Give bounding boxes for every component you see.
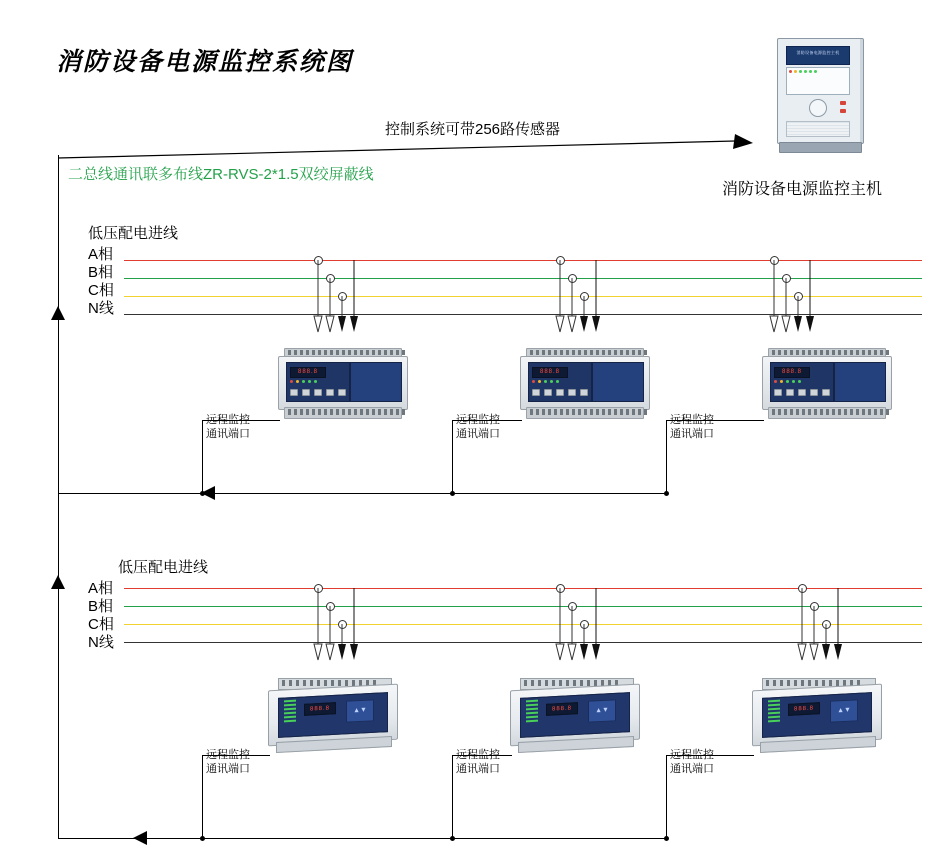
host-led-1: [789, 70, 792, 73]
device-l1-keypad: [346, 699, 374, 722]
device-l3-port-label: [670, 748, 714, 776]
device-u3-led-row: [774, 380, 801, 383]
device-l1-comm-drop: [202, 755, 203, 839]
device-l3-display-text: 888.8: [793, 705, 814, 713]
device-l2-port-line1: 远程监控: [456, 749, 500, 761]
device-l2-comm-drop: [452, 755, 453, 839]
device-u3-top-terminals: [772, 350, 889, 355]
device-l1-port-line1: 远程监控: [206, 749, 250, 761]
device-u1-display: [290, 367, 326, 378]
bus-return-middle: [58, 493, 668, 494]
group-upper-phase-n-label: N线: [88, 300, 114, 317]
device-u1-port-line1: 远程监控: [206, 414, 250, 426]
group-upper-incoming-label: 低压配电进线: [88, 225, 179, 242]
device-l3-status-leds: [768, 700, 780, 723]
device-u1-comm-drop: [202, 420, 203, 494]
device-u2-port-line2: 通讯端口: [456, 428, 500, 440]
device-u1-port-line2: 通讯端口: [206, 428, 250, 440]
host-led-3: [799, 70, 802, 73]
host-caption: 消防设备电源监控主机: [722, 181, 883, 198]
group-lower-d3-drops: [789, 586, 851, 678]
host-led-2: [794, 70, 797, 73]
device-l2-port-label: [456, 748, 500, 776]
group-lower-phase-b-label: B相: [88, 598, 114, 615]
host-led-row: [789, 70, 817, 73]
host-led-5: [809, 70, 812, 73]
bus-arrow-up-1: [51, 306, 65, 320]
device-l3-keypad: [830, 699, 858, 722]
group-lower-d1-drops: [305, 586, 367, 678]
host-screen-text: 消防设备电源监控主机: [796, 50, 840, 55]
device-u1-bus-node: [200, 491, 205, 496]
device-u3-face-right: [834, 362, 886, 402]
device-l3-port-line1: 远程监控: [670, 749, 714, 761]
device-u2-led-row: [532, 380, 559, 383]
group-lower-phase-c-label: C相: [88, 616, 114, 633]
group-upper-phase-b-label: B相: [88, 264, 114, 281]
page-title: 消防设备电源监控系统图: [56, 48, 354, 76]
group-upper-d3-drops: [761, 258, 823, 350]
device-u2-display: [532, 367, 568, 378]
device-u1-display-text: 888.8: [297, 369, 318, 375]
device-u2-display-text: 888.8: [539, 369, 560, 375]
device-l1-display: [304, 702, 336, 716]
device-l2-keypad: [588, 699, 616, 722]
group-lower-phase-n-label: N线: [88, 634, 114, 651]
device-l2-bus-node: [450, 836, 455, 841]
host-button-2: [840, 109, 846, 113]
host-led-6: [814, 70, 817, 73]
device-u3-display: [774, 367, 810, 378]
device-u3-display-text: 888.8: [781, 369, 802, 375]
device-l3: [752, 678, 880, 752]
bus-arrow-up-2: [51, 575, 65, 589]
group-upper-phase-a-label: A相: [88, 246, 114, 263]
device-l3-display: [788, 702, 820, 716]
device-u3-bottom-terminals: [772, 409, 889, 415]
host-screen: [786, 46, 850, 65]
device-u3: [762, 348, 890, 420]
device-u1-button-row: [290, 389, 346, 396]
device-l2-status-leds: [526, 700, 538, 723]
group-lower-d2-drops: [547, 586, 609, 678]
group-upper-phase-c-label: C相: [88, 282, 114, 299]
device-u1-top-terminals: [288, 350, 405, 355]
device-u2-button-row: [532, 389, 588, 396]
device-u2-bottom-terminals: [530, 409, 647, 415]
host-knob: [809, 99, 827, 117]
device-u1-bottom-terminals: [288, 409, 405, 415]
device-l3-keypad-text: ▲▼: [837, 706, 851, 715]
device-u2-port-label: [456, 413, 500, 441]
group-upper-d1-drops: [305, 258, 367, 350]
main-bus-vertical: [58, 155, 59, 838]
device-l1-port-line2: 通讯端口: [206, 763, 250, 775]
device-l1-keypad-text: ▲▼: [353, 706, 367, 715]
device-u3-port-line1: 远程监控: [670, 414, 714, 426]
bus-cable-note: 二总线通讯联多布线ZR-RVS-2*1.5双绞屏蔽线: [68, 166, 374, 183]
device-l1-port-label: [206, 748, 250, 776]
host-button-1: [840, 101, 846, 105]
device-l3-bus-node: [664, 836, 669, 841]
device-l1-display-text: 888.8: [309, 705, 330, 713]
device-u2-top-terminals: [530, 350, 647, 355]
device-l2: [510, 678, 638, 752]
device-u1-face-right: [350, 362, 402, 402]
group-lower-incoming-label: 低压配电进线: [118, 559, 209, 576]
bus-arrow-left-bottom: [133, 831, 147, 845]
device-l3-comm-drop: [666, 755, 667, 839]
device-u3-comm-drop: [666, 420, 667, 494]
device-u2-port-line1: 远程监控: [456, 414, 500, 426]
device-u3-port-label: [670, 413, 714, 441]
device-l2-keypad-text: ▲▼: [595, 706, 609, 715]
device-l2-port-line2: 通讯端口: [456, 763, 500, 775]
device-u2-comm-drop: [452, 420, 453, 494]
device-l2-display-text: 888.8: [551, 705, 572, 713]
device-u3-port-line2: 通讯端口: [670, 428, 714, 440]
device-l3-port-line2: 通讯端口: [670, 763, 714, 775]
device-l1-bus-node: [200, 836, 205, 841]
device-l1-status-leds: [284, 700, 296, 723]
capacity-note: 控制系统可带256路传感器: [385, 121, 561, 138]
host-led-4: [804, 70, 807, 73]
bus-return-bottom: [58, 838, 668, 839]
group-lower-phase-a-label: A相: [88, 580, 114, 597]
device-u3-bus-node: [664, 491, 669, 496]
device-u3-button-row: [774, 389, 830, 396]
device-u2-bus-node: [450, 491, 455, 496]
device-u2-face-right: [592, 362, 644, 402]
device-u2: [520, 348, 648, 420]
device-u1-port-label: [206, 413, 250, 441]
device-u1: [278, 348, 406, 420]
device-u1-led-row: [290, 380, 317, 383]
device-l1: [268, 678, 396, 752]
group-upper-d2-drops: [547, 258, 609, 350]
device-l2-display: [546, 702, 578, 716]
bus-line-to-host: [0, 120, 946, 170]
